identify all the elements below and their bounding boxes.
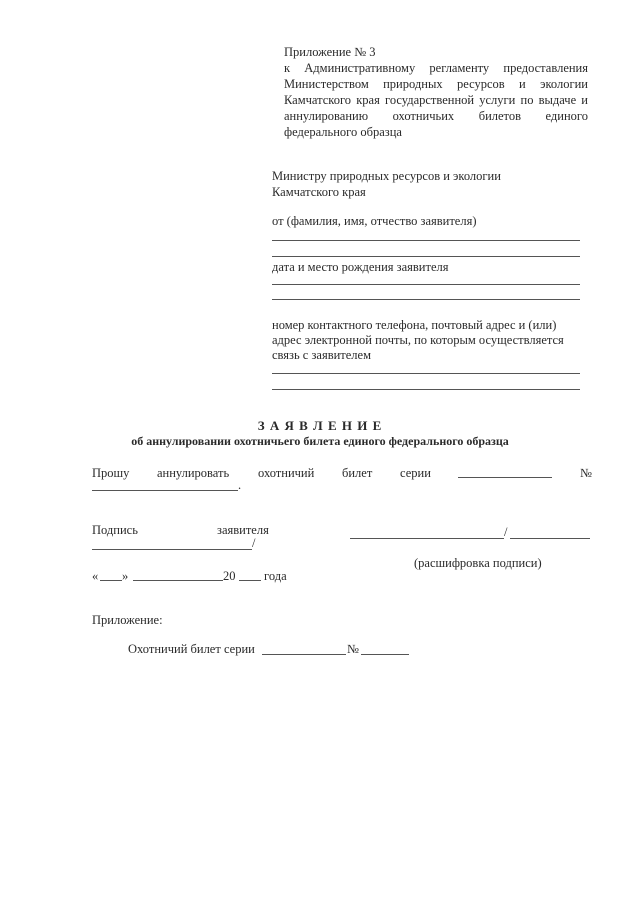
birth-line (272, 299, 580, 300)
decoding-caption: (расшифровка подписи) (414, 556, 542, 570)
date-open-quote: « (92, 569, 99, 583)
birth-label: дата и место рождения заявителя (272, 260, 449, 274)
appendix-block (284, 44, 588, 140)
decoding-line (350, 538, 504, 539)
series-field-line (458, 477, 552, 478)
day-field-line (100, 580, 122, 581)
contact-label: адрес электронной почты, по которым осуществляется (272, 333, 564, 347)
applicant-name-line (272, 256, 580, 257)
month-field-line (133, 580, 223, 581)
year-suffix: года (264, 569, 287, 583)
date-close-quote: » (122, 569, 129, 583)
signature-label: Подпись (92, 523, 138, 537)
request-word: охотничий (258, 466, 315, 480)
attachment-series-line (262, 654, 346, 655)
attachment-item: Охотничий билет серии (128, 642, 255, 656)
attachment-number-sign: № (347, 642, 359, 656)
end-dot: . (238, 478, 242, 492)
from-label: от (фамилия, имя, отчество заявителя) (272, 214, 477, 228)
decoding-line (510, 538, 590, 539)
statement-title: З А Я В Л Е Н И Е (257, 418, 383, 433)
decoding-slash: / (504, 525, 508, 539)
request-word: аннулировать (157, 466, 230, 480)
attachment-number-line (361, 654, 409, 655)
addressee-line: Камчатского края (272, 185, 366, 199)
contact-label: номер контактного телефона, почтовый адрес и (или) (272, 318, 557, 332)
attachment-label: Приложение: (92, 613, 163, 627)
appendix-line: аннулированию охотничьих билетов единого (284, 109, 588, 123)
signature-label: заявителя (217, 523, 269, 537)
applicant-name-line (272, 240, 580, 241)
appendix-line: к Административному регламенту предоставления (284, 61, 588, 75)
contact-line (272, 373, 580, 374)
request-word: серии (400, 466, 431, 480)
number-sign: № (580, 466, 592, 480)
appendix-number: Приложение № 3 (284, 45, 376, 59)
appendix-line: Камчатского края государственной услуги по выдаче и (284, 93, 588, 107)
signature-slash: / (252, 536, 256, 550)
signature-line (92, 549, 252, 550)
year-field-line (239, 580, 261, 581)
request-word: билет (342, 466, 373, 480)
request-word: Прошу (92, 466, 130, 480)
birth-line (272, 284, 580, 285)
appendix-line: Министерством природных ресурсов и экологии (284, 77, 588, 91)
contact-line (272, 389, 580, 390)
appendix-line: федерального образца (284, 125, 402, 139)
statement-subtitle: об аннулировании охотничьего билета единого федерального образца (131, 434, 509, 448)
year-prefix: 20 (223, 569, 236, 583)
addressee-line: Министру природных ресурсов и экологии (272, 169, 501, 183)
contact-label: связь с заявителем (272, 348, 372, 362)
number-field-line (92, 490, 238, 491)
